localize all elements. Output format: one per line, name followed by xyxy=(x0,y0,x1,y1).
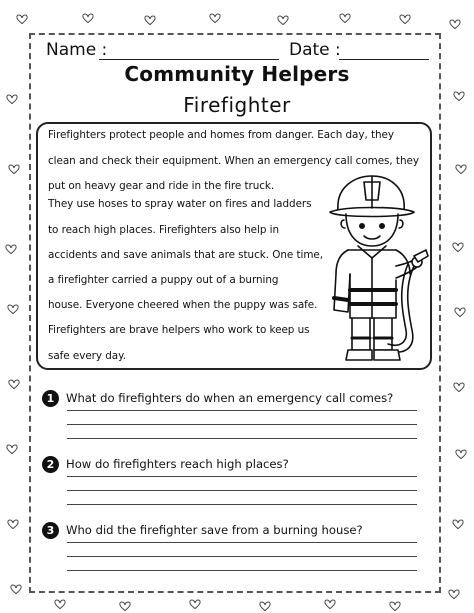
date-label: Date : xyxy=(289,40,341,60)
story-line: a firefighter carried a puppy out of a burning xyxy=(48,274,279,286)
story-line: They use hoses to spray water on fires and ladders xyxy=(48,198,312,210)
story-line: clean and check their equipment. When an emergency call comes, they xyxy=(48,155,419,167)
firefighter-with-hose-illustration xyxy=(318,170,430,368)
page-title: Community Helpers xyxy=(124,62,350,86)
question-number-badge: 3 xyxy=(42,522,59,539)
question-number-badge: 2 xyxy=(42,456,59,473)
story-line: to reach high places. Firefighters also help in xyxy=(48,224,280,236)
answer-line[interactable] xyxy=(67,476,417,477)
name-label: Name : xyxy=(46,40,108,60)
page-subtitle: Firefighter xyxy=(183,93,291,117)
answer-line[interactable] xyxy=(67,438,417,439)
story-line: put on heavy gear and ride in the fire truck. xyxy=(48,180,275,192)
answer-line[interactable] xyxy=(67,490,417,491)
name-field[interactable] xyxy=(99,59,279,60)
story-line: Firefighters protect people and homes from danger. Each day, they xyxy=(48,129,394,141)
answer-line[interactable] xyxy=(67,542,417,543)
answer-line[interactable] xyxy=(67,424,417,425)
story-line: house. Everyone cheered when the puppy was safe. xyxy=(48,299,318,311)
question-text: Who did the firefighter save from a burning house? xyxy=(66,523,363,537)
answer-line[interactable] xyxy=(67,504,417,505)
question-text: What do firefighters do when an emergency call comes? xyxy=(66,391,394,405)
story-line: Firefighters are brave helpers who work to keep us xyxy=(48,324,310,336)
question-text: How do firefighters reach high places? xyxy=(66,457,289,471)
story-line: safe every day. xyxy=(48,350,126,362)
question-number-badge: 1 xyxy=(42,390,59,407)
story-line: accidents and save animals that are stuck. One time, xyxy=(48,249,324,261)
answer-line[interactable] xyxy=(67,410,417,411)
answer-line[interactable] xyxy=(67,556,417,557)
answer-line[interactable] xyxy=(67,570,417,571)
date-field[interactable] xyxy=(339,59,429,60)
